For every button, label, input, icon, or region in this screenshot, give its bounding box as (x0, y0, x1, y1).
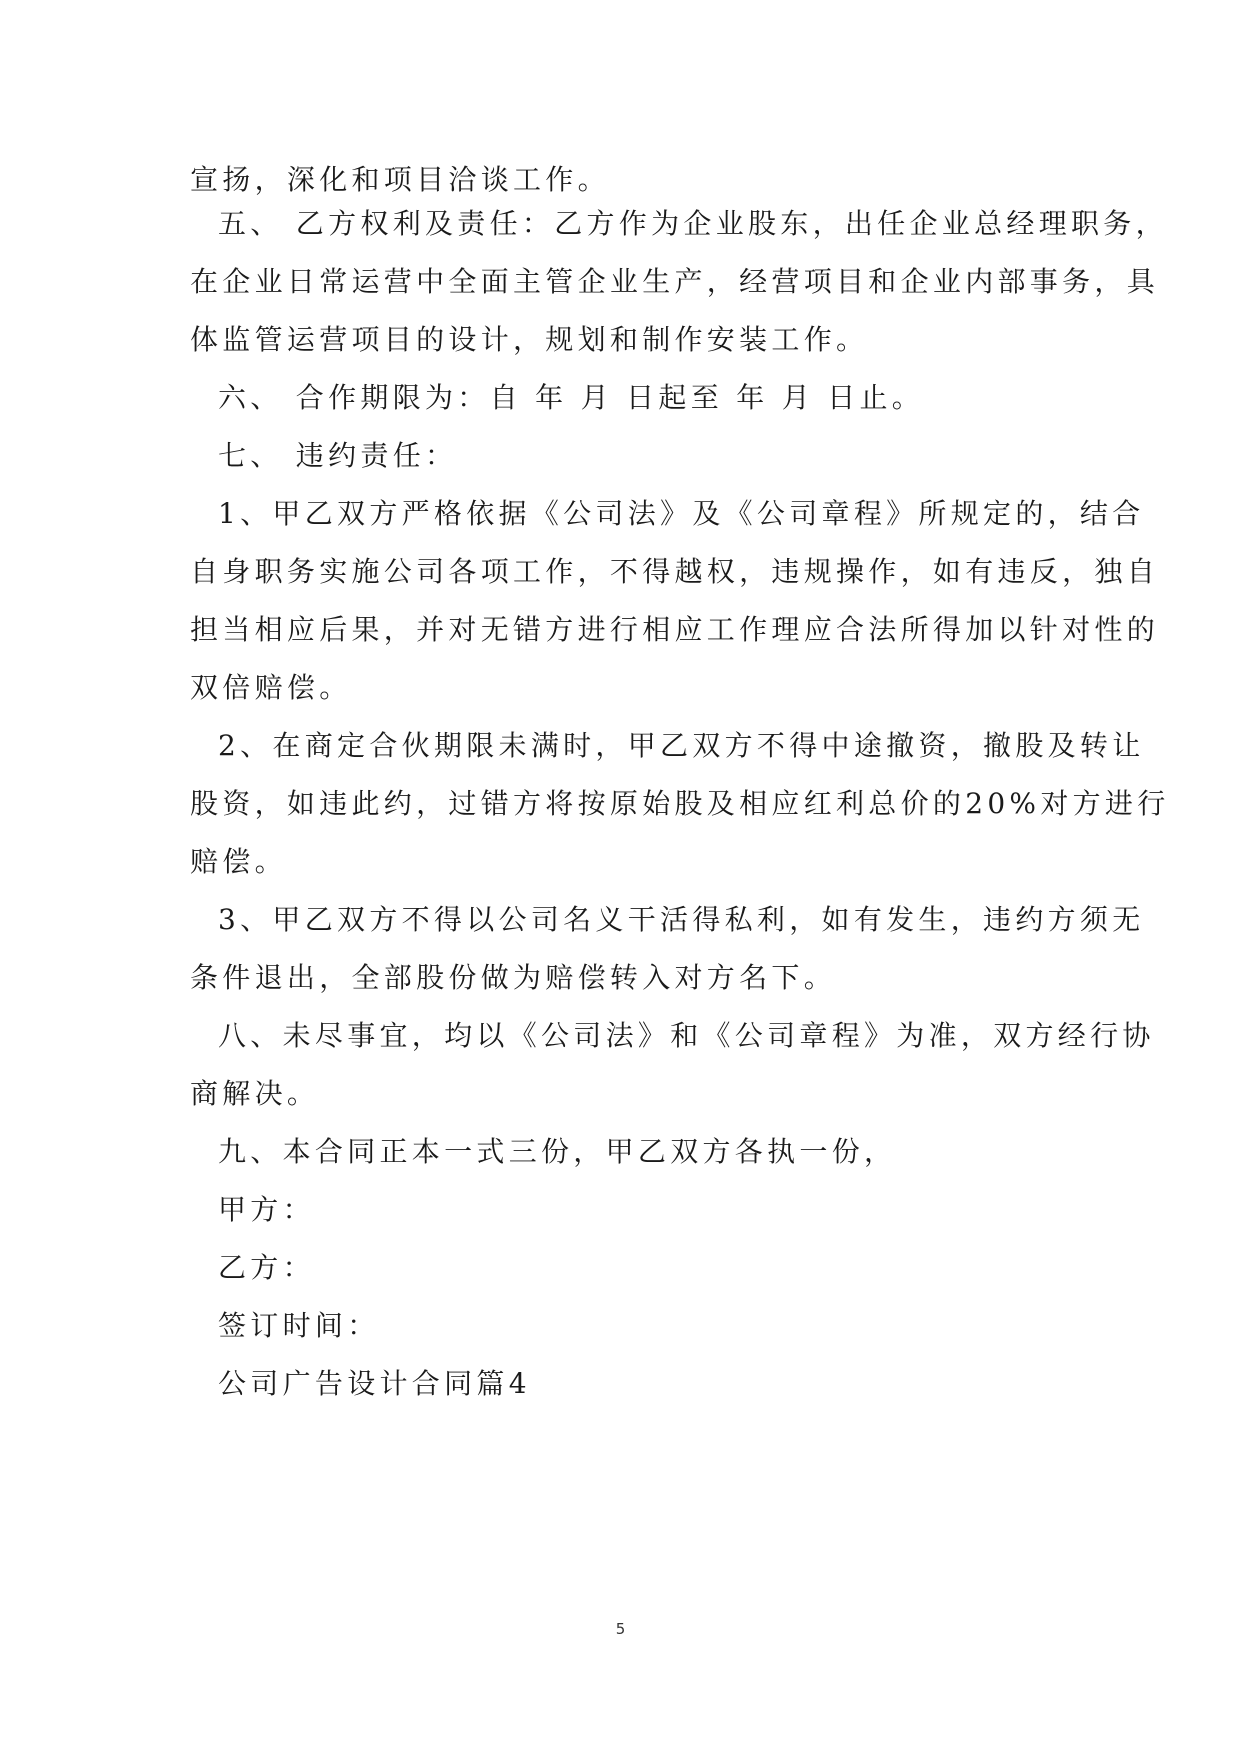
body-text-line: 担当相应后果，并对无错方进行相应工作理应合法所得加以针对性的 (190, 613, 1160, 646)
section-five-heading-line: 五、 乙方权利及责任：乙方作为企业股东，出任企业总经理职务， (218, 207, 1168, 240)
clause-three-line: 3、甲乙双方不得以公司名义干活得私利，如有发生，违约方须无 (218, 903, 1145, 936)
next-section-title: 公司广告设计合同篇4 (218, 1367, 531, 1400)
clause-two-line: 2、在商定合伙期限未满时，甲乙双方不得中途撤资，撤股及转让 (218, 729, 1145, 762)
party-a-label: 甲方： (218, 1193, 315, 1226)
body-text-line: 体监管运营项目的设计，规划和制作安装工作。 (190, 323, 869, 356)
body-text-line: 条件退出，全部股份做为赔偿转入对方名下。 (190, 961, 837, 994)
body-text-line: 在企业日常运营中全面主管企业生产，经营项目和企业内部事务，具 (190, 265, 1160, 298)
clause-one-line: 1、甲乙双方严格依据《公司法》及《公司章程》所规定的，结合 (218, 497, 1145, 530)
body-text-line: 商解决。 (190, 1077, 320, 1110)
body-text-line: 自身职务实施公司各项工作，不得越权，违规操作，如有违反，独自 (190, 555, 1160, 588)
section-six-line: 六、 合作期限为：自 年 月 日起至 年 月 日止。 (218, 381, 925, 414)
body-text-line: 赔偿。 (190, 845, 287, 878)
page-number: 5 (615, 1620, 626, 1638)
section-eight-line: 八、未尽事宜，均以《公司法》和《公司章程》为准，双方经行协 (218, 1019, 1155, 1052)
section-seven-heading: 七、 违约责任： (218, 439, 458, 472)
signing-date-label: 签订时间： (218, 1309, 380, 1342)
party-b-label: 乙方： (218, 1251, 315, 1284)
section-nine-line: 九、本合同正本一式三份，甲乙双方各执一份， (218, 1135, 897, 1168)
body-text-line: 宣扬，深化和项目洽谈工作。 (190, 163, 610, 196)
body-text-line: 股资，如违此约，过错方将按原始股及相应红利总价的20%对方进行 (190, 787, 1170, 820)
body-text-line: 双倍赔偿。 (190, 671, 352, 704)
